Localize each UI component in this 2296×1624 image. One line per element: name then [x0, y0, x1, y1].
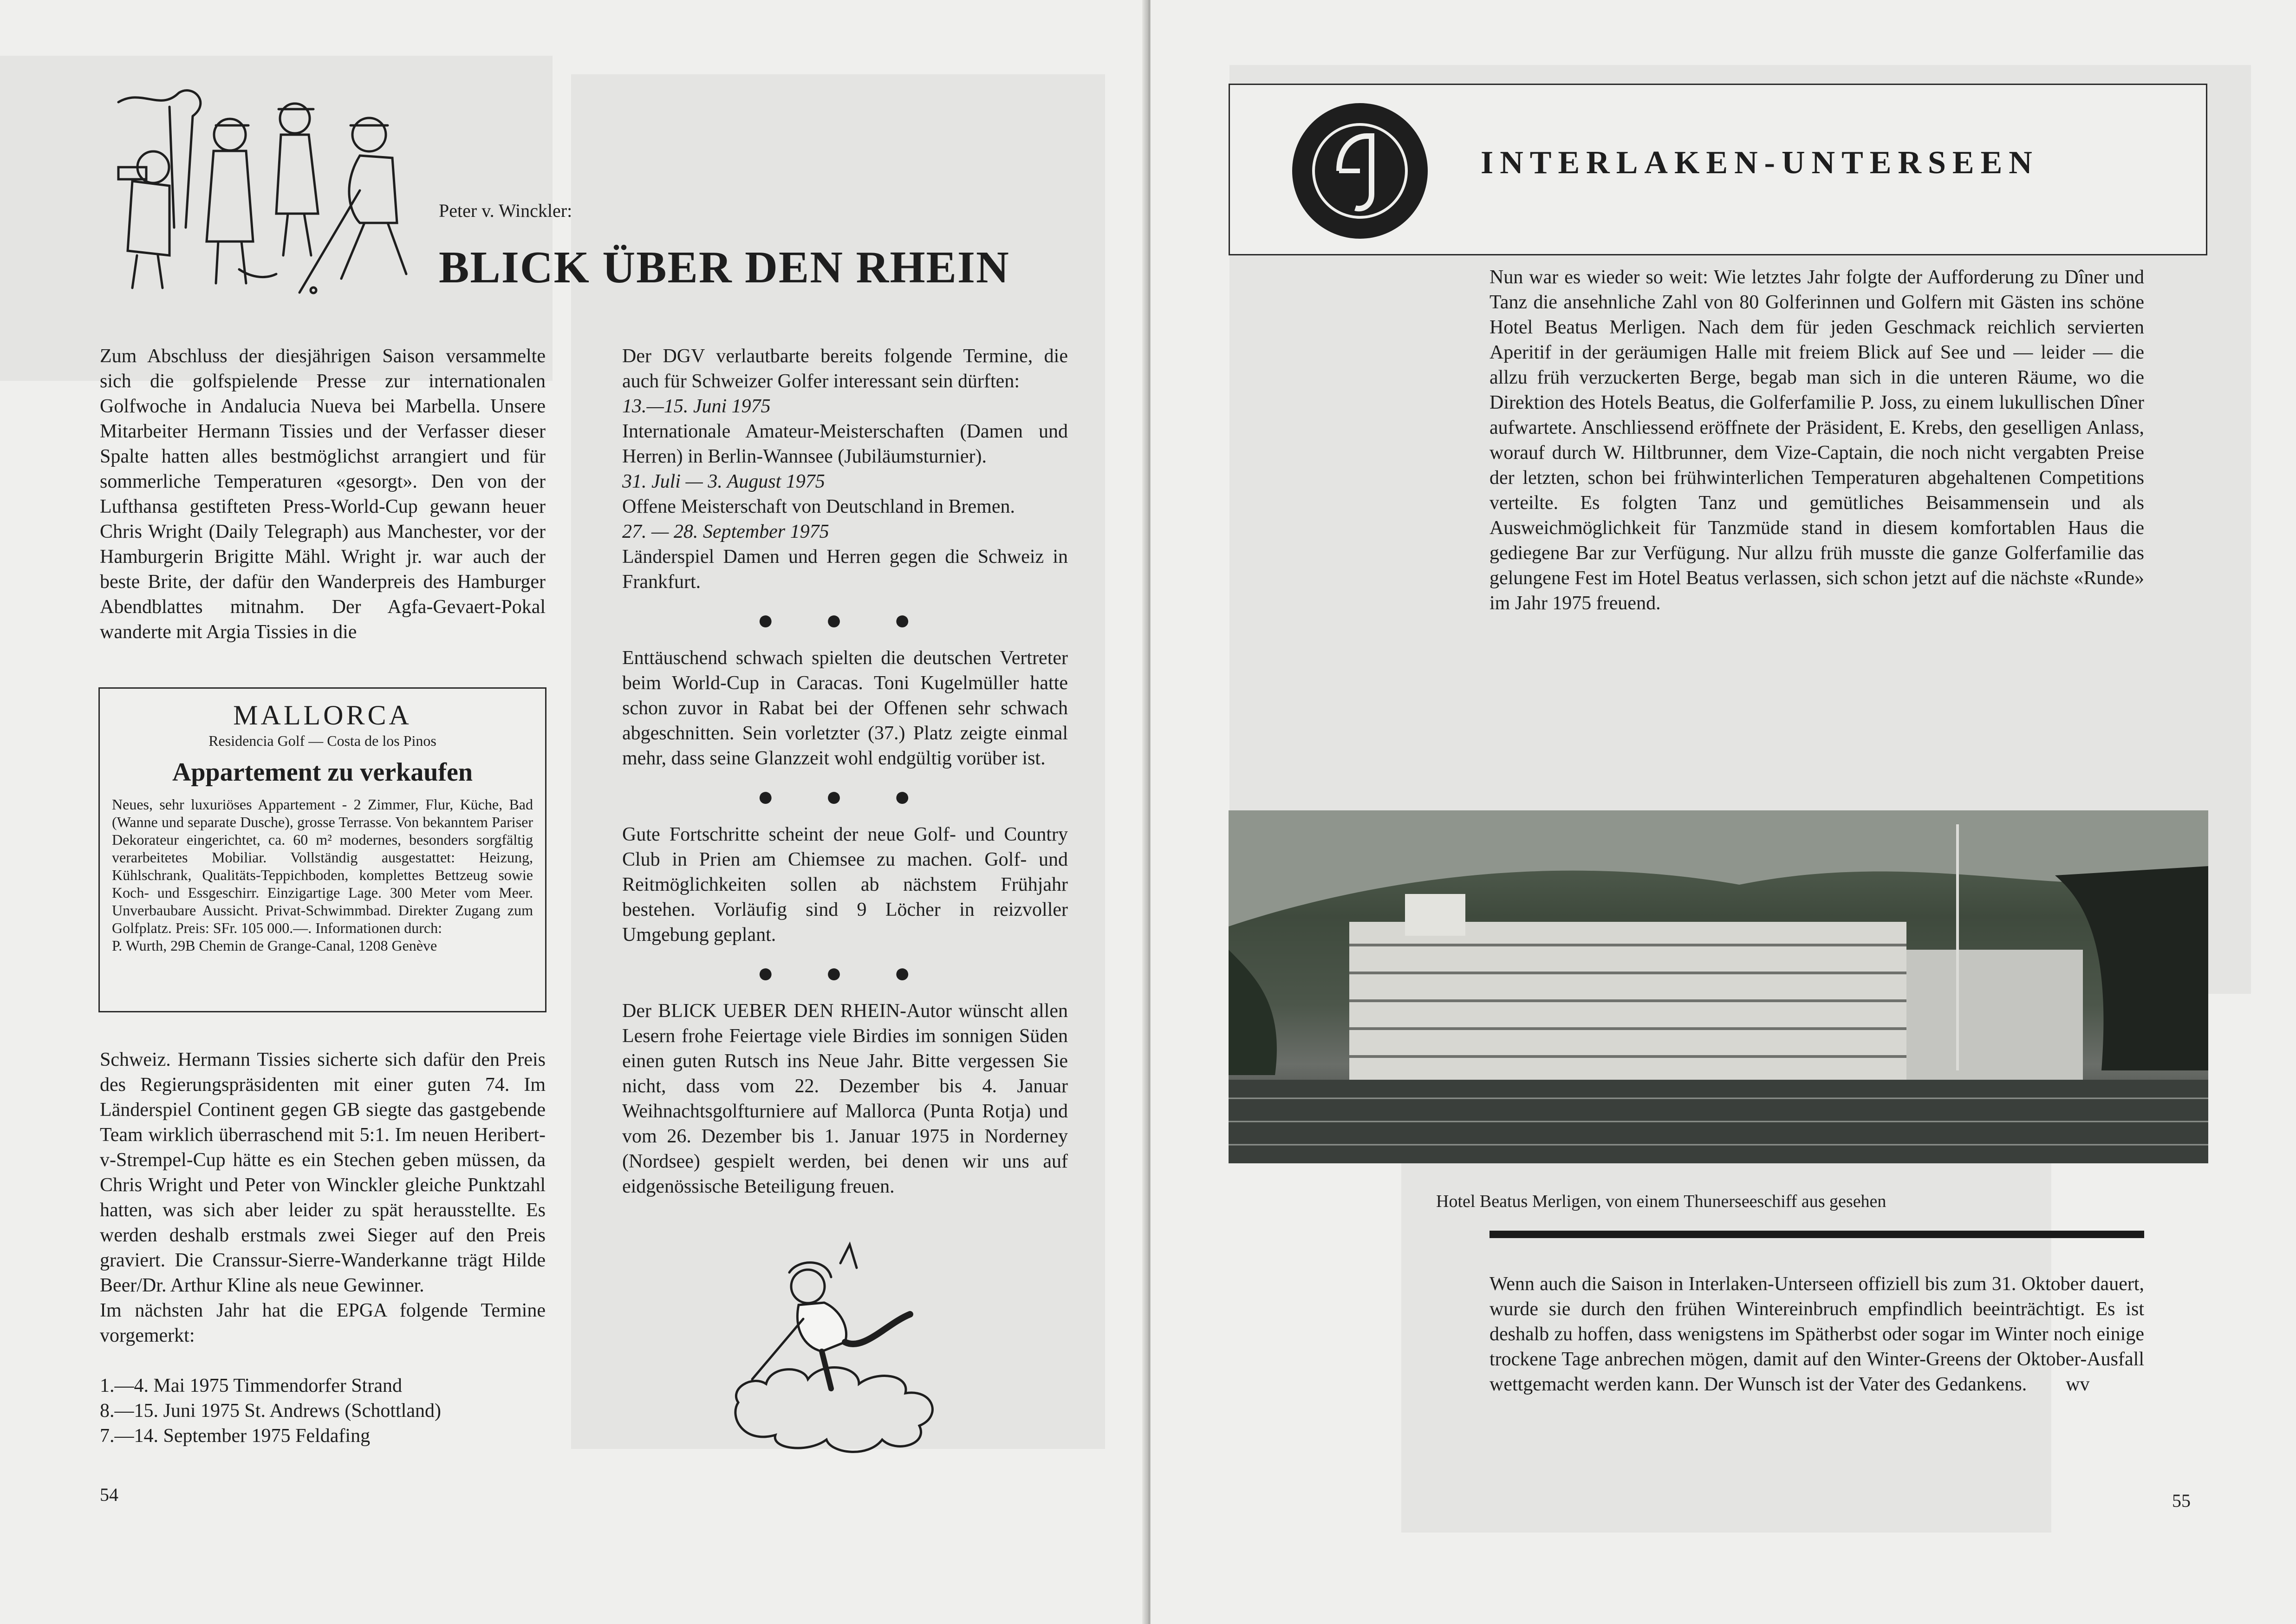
mallorca-ad [98, 687, 546, 1012]
headline: BLICK ÜBER DEN RHEIN [439, 242, 1010, 293]
ad-body: Neues, sehr luxuriöses Appartement - 2 Zimmer, Flur, Küche, Bad (Wanne und separate Dusche), grosse Terrasse. Von bekanntem Pariser Dekorateur eingerichtet, ca. 60 m² modernes, besonders sorgfältig verarbeitetes Mobiliar. Vollständig ausgestattet: Heizung, Kühlschrank, Qualitäts-Teppichboden, komplettes Bettzeug sowie Koch- und Essgeschirr. Einzigartige Lage. 300 Meter vom Meer. Unverbaubare Aussicht. Privat-Schwimmbad. Direkter Zugang zum Golfplatz. Preis: SFr. 105 000.—. Informationen durch: [112, 796, 533, 936]
article-body-2 [1489, 1272, 2144, 1397]
hotel-photo [1229, 810, 2208, 1163]
club-title: INTERLAKEN-UNTERSEEN [1481, 145, 2039, 181]
paragraph: Schweiz. Hermann Tissies sicherte sich dafür den Preis des Regierungspräsidenten mit einer guten 74. Im Länderspiel Continent gegen GB siegte das gastgebende Team wirklich überraschend mit 5:1. Im neuen Heribert-v-Strempel-Cup hätte es ein Stechen geben müssen, da Chris Wright und Peter von Winckler gleiche Punktzahl hatten, was sich aber leider zu spät herausstellte. Es werden deshalb erstmals zwei Sieger auf den Preis graviert. Die Cranssur-Sierre-Wanderkanne trägt Hilde Beer/Dr. Arthur Kline als neue Gewinner. [100, 1049, 546, 1296]
hotel-beatus-icon [1229, 810, 2208, 1163]
epga-date: 1.—4. Mai 1975 Timmendorfer Strand [100, 1375, 402, 1396]
paragraph: Enttäuschend schwach spielten die deutschen Vertreter beim World-Cup in Caracas. Toni Kugelmüller hatte schon zuvor in Rabat bei der Offenen sehr schwach abgeschnitten. Sein vorletzter (37.) Platz zeigte einmal mehr, dass seine Glanzzeit wohl endgültig vorüber ist. [622, 647, 1068, 769]
epga-date: 8.—15. Juni 1975 St. Andrews (Schottland) [100, 1400, 441, 1422]
signature: wv [2066, 1374, 2090, 1395]
separator-dots: ● ● ● [757, 958, 933, 988]
event-date: 27. — 28. September 1975 [622, 521, 829, 542]
column-1-bottom [100, 1047, 546, 1448]
event-date: 31. Juli — 3. August 1975 [622, 471, 825, 492]
article-body-1 [1489, 265, 2144, 616]
ad-heading: Appartement zu verkaufen [172, 758, 473, 787]
right-page [1151, 0, 2296, 1624]
golfers-cartoon-icon [100, 74, 439, 307]
column-2 [622, 344, 1068, 1199]
paragraph [1489, 1272, 2144, 1397]
event-text: Internationale Amateur-Meisterschaften (Damen und Herren) in Berlin-Wannsee (Jubiläumsturnier). [622, 421, 1068, 467]
paragraph-text: Wenn auch die Saison in Interlaken-Unterseen offiziell bis zum 31. Oktober dauert, wurde sie durch den frühen Wintereinbruch empfindlich beeinträchtigt. Es ist deshalb zu hoffen, dass wenigstens im Spätherbst oder sogar im Winter noch einige trockene Tage anbrechen mögen, damit auf den Winter-Greens der Oktober-Ausfall wettgemacht werden kann. Der Wunsch ist der Vater des Gedankens. [1489, 1273, 2144, 1395]
event-text: Offene Meisterschaft von Deutschland in Bremen. [622, 496, 1015, 517]
event-date: 13.—15. Juni 1975 [622, 396, 771, 417]
epga-date: 7.—14. September 1975 Feldafing [100, 1425, 371, 1447]
photo-caption: Hotel Beatus Merligen, von einem Thunerseeschiff aus gesehen [1436, 1192, 1886, 1211]
page-number: 55 [2172, 1490, 2191, 1511]
separator-dots: ● ● ● [757, 781, 933, 812]
event-text: Länderspiel Damen und Herren gegen die Schweiz in Frankfurt. [622, 546, 1068, 593]
left-page [0, 0, 1147, 1624]
ad-subtitle: Residencia Golf — Costa de los Pinos [208, 732, 436, 749]
paragraph: Der DGV verlautbarte bereits folgende Termine, die auch für Schweizer Golfer interessant sein dürften: [622, 346, 1068, 392]
page-number: 54 [100, 1484, 118, 1505]
golfclub-logo-icon [1290, 101, 1430, 241]
paragraph: Nun war es wieder so weit: Wie letztes Jahr folgte der Aufforderung zu Dîner und Tanz die ansehnliche Zahl von 80 Golferinnen und Golfern mit Gästen ins schöne Hotel Beatus Merligen. Nach dem für jeden Geschmack reichlich servierten Aperitif in der geräumigen Halle mit freiem Blick auf See und — leider — die allzu früh verzuckerten Berge, begab man sich in die unteren Räume, wo die Direktion des Hotels Beatus, die Golferfamilie P. Joss, zu einem lukullischen Dîner aufwartete. Anschliessend eröffnete der Präsident, E. Krebs, den geselligen Anlass, worauf durch W. Hiltbrunner, dem Vize-Captain, die noch nicht vergabten Preise der letzten, schon bei frühwinterlichen Temperaturen abgehaltenen Competitions verteilte. Es folgten Tanz und gemütliches Beisammensein und als Ausweichmöglichkeit für Tanzmüde stand in diesem komfortablen Haus die gediegene Bar zur Verfügung. Nur allzu früh musste die ganze Golferfamilie das gelungene Fest im Hotel Beatus verlassen, sich schon jetzt auf die nächste «Runde» im Jahr 1975 freuend. [1489, 267, 2144, 614]
golfer-on-cloud-icon [724, 1235, 966, 1463]
paragraph: Zum Abschluss der diesjährigen Saison versammelte sich die golfspielende Presse zur internationalen Golfwoche in Andalucia Nueva bei Marbella. Unsere Mitarbeiter Hermann Tissies und der Verfasser dieser Spalte hatten alles bestmöglichst arrangiert und für sommerliche Temperaturen «gesorgt». Den von der Lufthansa gestifteten Press-World-Cup gewann heuer Chris Wright (Daily Telegraph) aus Manchester, vor der Hamburgerin Brigitte Mähl. Wright jr. war auch der beste Brite, der dafür den Wanderpreis des Hamburger Abendblattes mitnahm. Der Agfa-Gevaert-Pokal wanderte mit Argia Tissies in die [100, 346, 546, 643]
byline: Peter v. Winckler: [439, 200, 572, 221]
divider-rule [1489, 1231, 2144, 1238]
ad-title: MALLORCA [233, 700, 412, 730]
paragraph: Gute Fortschritte scheint der neue Golf- und Country Club in Prien am Chiemsee zu machen. Golf- und Reitmöglichkeiten sollen ab nächstem Frühjahr bestehen. Vorläufig sind 9 Löcher in reizvoller Umgebung geplant. [622, 824, 1068, 946]
separator-dots: ● ● ● [757, 605, 933, 635]
club-header-box [1229, 84, 2207, 255]
ad-contact: P. Wurth, 29B Chemin de Grange-Canal, 1208 Genève [112, 937, 437, 954]
paragraph: Der BLICK UEBER DEN RHEIN-Autor wünscht allen Lesern frohe Feiertage viele Birdies im sonnigen Süden einen guten Rutsch ins Neue Jahr. Bitte vergessen Sie nicht, dass vom 22. Dezember bis 4. Januar Weihnachtsgolfturniere auf Mallorca (Punta Rotja) und vom 26. Dezember bis 1. Januar 1975 in Norderney (Nordsee) gespielt werden, bei denen wir uns auf eidgenössische Beteiligung freuen. [622, 1000, 1068, 1197]
column-1-top [100, 344, 546, 645]
paragraph: Im nächsten Jahr hat die EPGA folgende Termine vorgemerkt: [100, 1300, 546, 1346]
